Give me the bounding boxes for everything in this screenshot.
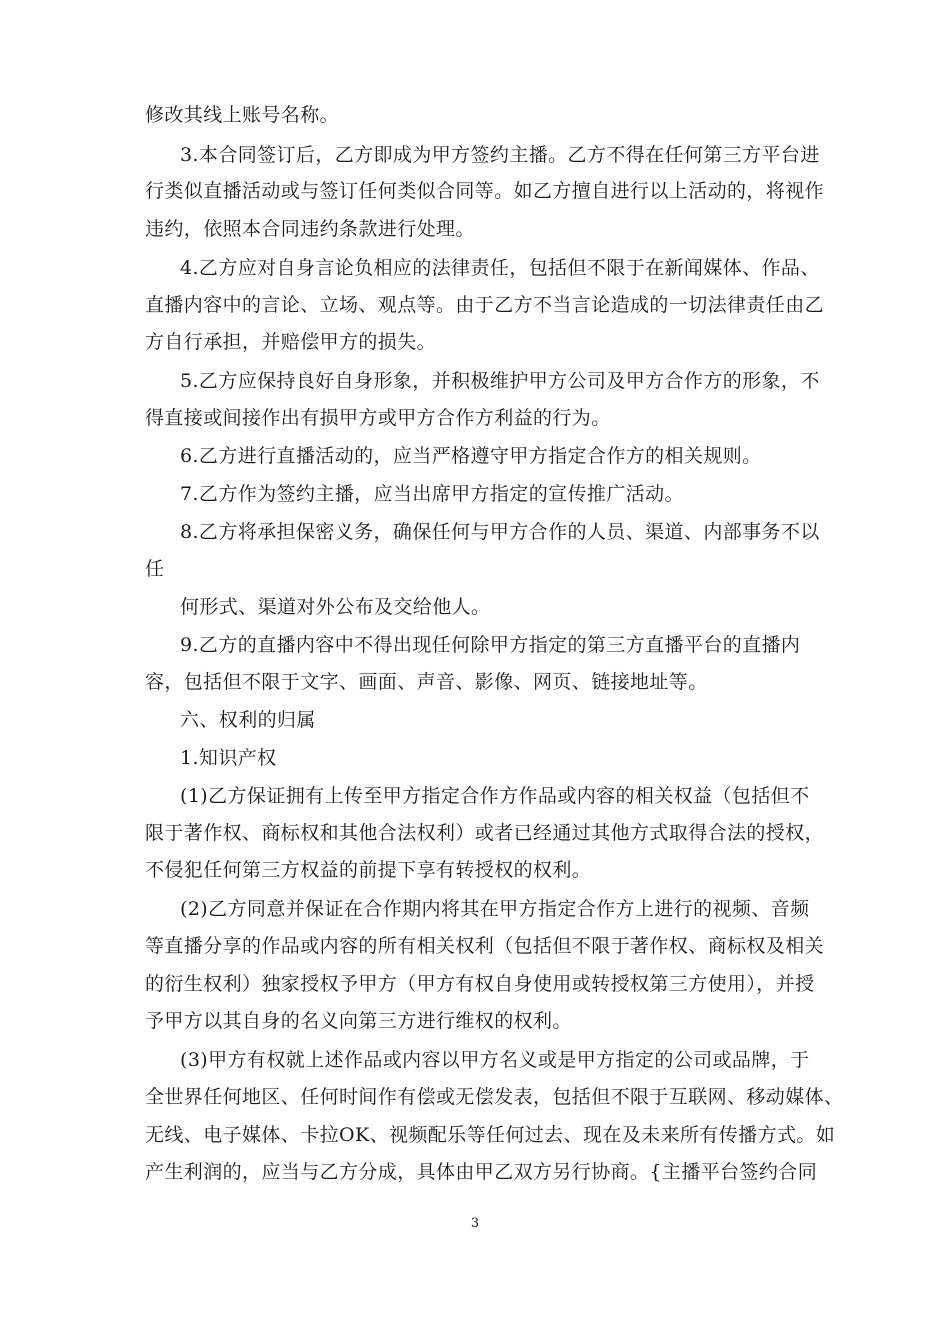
text-line-14: 何形式、渠道对外公布及交给他人。 bbox=[180, 596, 491, 618]
section-heading: 六、权利的归属 bbox=[180, 709, 316, 731]
text-line-6: 直播内容中的言论、立场、观点等。由于乙方不当言论造成的一切法律责任由乙 bbox=[145, 294, 825, 316]
subsection-heading: 1.知识产权 bbox=[180, 747, 277, 769]
text-line-19: (1)乙方保证拥有上传至甲方指定合作方作品或内容的相关权益（包括但不 bbox=[180, 785, 810, 807]
text-line-22: (2)乙方同意并保证在合作期内将其在甲方指定合作方上进行的视频、音频 bbox=[180, 898, 810, 920]
text-line-15: 9.乙方的直播内容中不得出现任何除甲方指定的第三方直播平台的直播内 bbox=[180, 634, 801, 656]
text-line-29: 产生利润的，应当与乙方分成，具体由甲乙双方另行协商。{主播平台签约合同 bbox=[145, 1161, 818, 1183]
text-line-28: 无线、电子媒体、卡拉OK、视频配乐等任何过去、现在及未来所有传播方式。如 bbox=[145, 1124, 836, 1146]
page-number: 3 bbox=[470, 1216, 480, 1231]
text-line-27: 全世界任何地区、任何时间作有偿或无偿发表，包括但不限于互联网、移动媒体、 bbox=[145, 1086, 844, 1108]
text-line-9: 得直接或间接作出有损甲方或甲方合作方利益的行为。 bbox=[145, 407, 611, 429]
text-line-13: 任 bbox=[145, 558, 165, 580]
text-line-12: 8.乙方将承担保密义务，确保任何与甲方合作的人员、渠道、内部事务不以 bbox=[180, 521, 820, 543]
text-line-4: 违约，依照本合同违约条款进行处理。 bbox=[145, 218, 475, 240]
text-line-21: 不侵犯任何第三方权益的前提下享有转授权的权利。 bbox=[145, 859, 592, 881]
text-line-5: 4.乙方应对自身言论负相应的法律责任，包括但不限于在新闻媒体、作品、 bbox=[180, 257, 820, 279]
text-line-3: 行类似直播活动或与签订任何类似合同等。如乙方擅自进行以上活动的，将视作 bbox=[145, 180, 825, 202]
text-line-26: (3)甲方有权就上述作品或内容以甲方名义或是甲方指定的公司或品牌，于 bbox=[180, 1049, 810, 1071]
text-line-24: 的衍生权利）独家授权予甲方（甲方有权自身使用或转授权第三方使用），并授 bbox=[145, 973, 815, 995]
text-line-23: 等直播分享的作品或内容的所有相关权利（包括但不限于著作权、商标权及相关 bbox=[145, 935, 825, 957]
text-line-2: 3.本合同签订后，乙方即成为甲方签约主播。乙方不得在任何第三方平台进 bbox=[180, 144, 820, 166]
text-line-25: 予甲方以其自身的名义向第三方进行维权的权利。 bbox=[145, 1010, 572, 1032]
text-line-7: 方自行承担，并赔偿甲方的损失。 bbox=[145, 331, 437, 353]
text-line-11: 7.乙方作为签约主播，应当出席甲方指定的宣传推广活动。 bbox=[180, 483, 684, 505]
text-line-16: 容，包括但不限于文字、画面、声音、影像、网页、链接地址等。 bbox=[145, 671, 708, 693]
text-line-1: 修改其线上账号名称。 bbox=[145, 104, 340, 126]
text-line-10: 6.乙方进行直播活动的，应当严格遵守甲方指定合作方的相关规则。 bbox=[180, 445, 762, 467]
text-line-8: 5.乙方应保持良好自身形象，并积极维护甲方公司及甲方合作方的形象，不 bbox=[180, 370, 820, 392]
text-line-20: 限于著作权、商标权和其他合法权利）或者已经通过其他方式取得合法的授权， bbox=[145, 822, 825, 844]
